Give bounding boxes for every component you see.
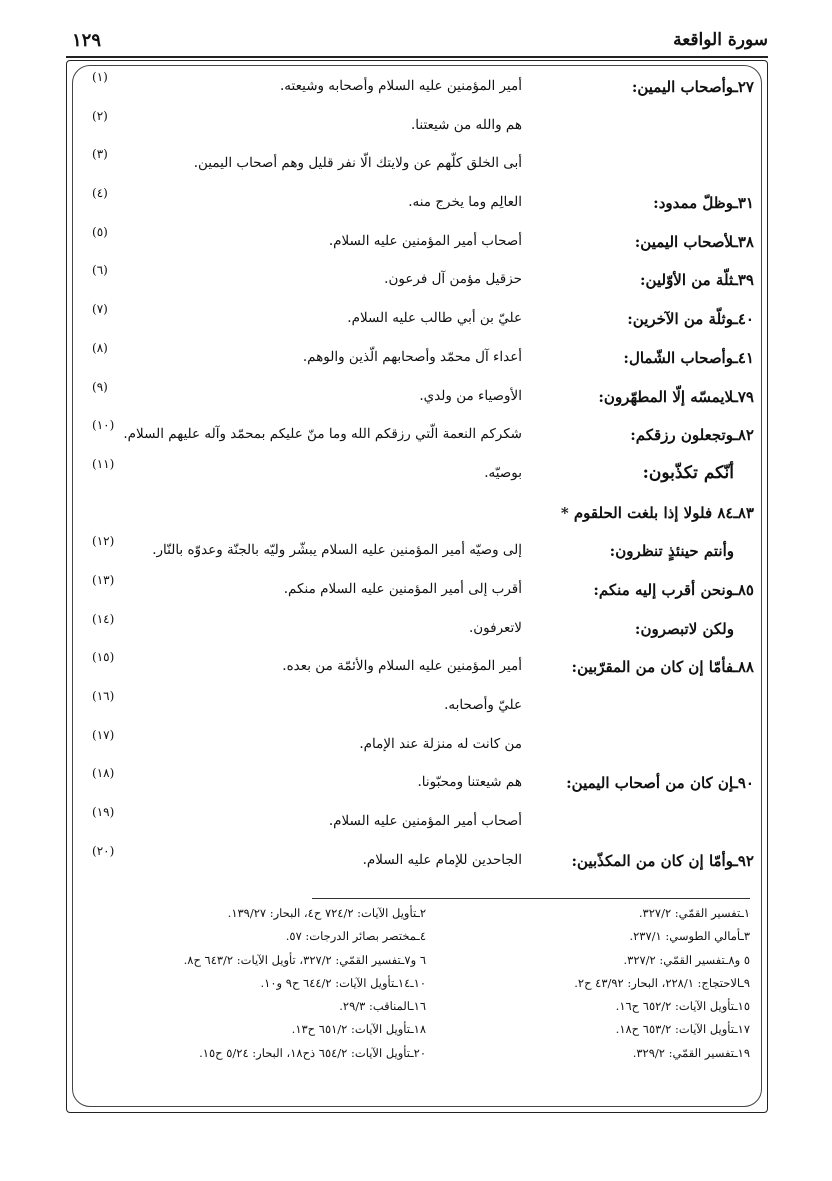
- footnote-rule: [312, 898, 750, 899]
- footnote-number: (١١): [92, 456, 115, 471]
- footnote-reference: ١٦ـالمناقب: ٢٩/٣.: [339, 999, 426, 1014]
- footnote-number: (١٨): [92, 766, 115, 781]
- commentary-entry: [76, 416, 758, 455]
- footnote-number: (١): [92, 70, 108, 84]
- commentary-text: الأوصياء من ولدي.: [419, 387, 522, 404]
- commentary-entry: [76, 687, 758, 726]
- footnote-number: (١٥): [92, 650, 115, 665]
- footnote-reference: ١٠ـ١٤ـتأويل الآيات: ٦٤٤/٢ ح٩ و١٠.: [260, 975, 426, 990]
- verse-text: ٨٥ـونحن أقرب إليه منكم:: [593, 580, 754, 599]
- verse-text: ٨٢ـوتجعلون رزقكم:: [630, 426, 754, 445]
- commentary-entry: [76, 223, 758, 262]
- footnote-number: (٣): [92, 147, 108, 162]
- footnote-reference: ٣ـأمالي الطوسي: ٢٣٧/١.: [629, 929, 750, 944]
- footnote-reference: ١٩ـتفسير القمّي: ٣٢٩/٢.: [632, 1045, 750, 1060]
- commentary-entry: [76, 648, 758, 687]
- footnote-reference: ٤ـمختصر بصائر الدرجات: ٥٧.: [285, 929, 426, 944]
- commentary-text: أقرب إلى أمير المؤمنين عليه السلام منكم.: [283, 580, 522, 597]
- verse-text: ٤١ـوأصحاب الشّمال:: [623, 348, 754, 367]
- commentary-entry: [76, 68, 758, 107]
- verse-text: ٧٩ـلايمسّه إلّا المطهّرون:: [598, 387, 754, 406]
- footnote-line: [110, 953, 750, 976]
- verse-text: ٨٨ـفأمّا إن كان من المقرّبين:: [571, 658, 754, 677]
- footnote-number: (١٤): [92, 611, 115, 626]
- footnotes: [110, 906, 750, 1069]
- footnote-reference: ٦ و٧ـتفسير القمّي: ٣٢٧/٢، تأويل الآيات: ٦٤٣/٢ ح٨.: [183, 952, 426, 967]
- footnote-number: (٥): [92, 224, 108, 239]
- commentary-entry: [76, 803, 758, 842]
- footnote-number: (٤): [92, 186, 108, 201]
- commentary-entry: [76, 378, 758, 417]
- commentary-entry: [76, 184, 758, 223]
- commentary-entries: [76, 68, 758, 880]
- commentary-entry: [76, 300, 758, 339]
- commentary-text: أصحاب أمير المؤمنين عليه السلام.: [328, 232, 522, 249]
- footnote-number: (١٠): [92, 418, 115, 433]
- commentary-text: هم والله من شيعتنا.: [410, 116, 522, 133]
- footnote-line: [110, 999, 750, 1022]
- verse-text: ولكن لاتبصرون:: [634, 619, 734, 638]
- footnote-number: (٢): [92, 108, 108, 123]
- verse-text: ٩٠ـإن كان من أصحاب اليمين:: [566, 774, 754, 793]
- footnote-reference: ٥ و٨ـتفسير القمّي: ٣٢٧/٢.: [623, 952, 750, 967]
- footnote-reference: ٢٠ـتأويل الآيات: ٦٥٤/٢ ذح١٨، البحار: ٥/٢٤ ح١٥.: [199, 1045, 426, 1060]
- footnote-reference: ١٥ـتأويل الآيات: ٦٥٢/٢ ح١٦.: [615, 999, 750, 1014]
- footnote-number: (٦): [92, 263, 108, 278]
- commentary-entry: [76, 764, 758, 803]
- commentary-text: أصحاب أمير المؤمنين عليه السلام.: [328, 813, 522, 830]
- footnote-number: (٢٠): [92, 843, 115, 858]
- commentary-text: أبى الخلق كلّهم عن ولايتك الّا نفر قليل وهم أصحاب اليمين.: [193, 155, 522, 172]
- footnote-line: [110, 1022, 750, 1045]
- footnote-number: (٨): [92, 340, 108, 355]
- footnote-number: (١٢): [92, 534, 115, 549]
- commentary-entry: [76, 842, 758, 881]
- commentary-text: العالِم وما يخرج منه.: [408, 194, 522, 211]
- footnote-number: (١٧): [92, 727, 115, 742]
- commentary-text: من كانت له منزلة عند الإمام.: [359, 735, 522, 752]
- footnote-line: [110, 1046, 750, 1069]
- commentary-entry: [76, 261, 758, 300]
- verse-text: ٩٢ـوأمّا إن كان من المكذّبين:: [571, 851, 754, 870]
- commentary-text: بوصيّه.: [484, 464, 522, 481]
- verse-text: ٣٩ـثلّة من الأوّلين:: [640, 271, 754, 290]
- commentary-entry: [76, 455, 758, 494]
- commentary-text: إلى وصيّه أمير المؤمنين عليه السلام يبشّر وليّه بالجنّة وعدوّه بالنّار.: [152, 542, 522, 559]
- footnote-number: (١٦): [92, 689, 115, 703]
- verse-text: ٨٣ـ٨٤ فلولا إذا بلغت الحلقوم *: [560, 503, 754, 522]
- footnote-reference: ١٨ـتأويل الآيات: ٦٥١/٢ ح١٣.: [291, 1022, 426, 1037]
- footnote-reference: ١ـتفسير القمّي: ٣٢٧/٢.: [638, 906, 750, 920]
- commentary-text: أمير المؤمنين عليه السلام والأئمّة من بعده.: [282, 658, 522, 675]
- footnote-number: (١٩): [92, 805, 115, 820]
- commentary-entry: [76, 610, 758, 649]
- commentary-entry: [76, 532, 758, 571]
- commentary-entry: [76, 494, 758, 533]
- footnote-line: [110, 976, 750, 999]
- commentary-text: لاتعرفون.: [468, 619, 522, 636]
- commentary-text: حزقيل مؤمن آل فرعون.: [384, 271, 522, 288]
- footnote-reference: ١٧ـتأويل الآيات: ٦٥٣/٢ ح١٨.: [615, 1022, 750, 1037]
- commentary-entry: [76, 145, 758, 184]
- header-rule: [66, 56, 768, 58]
- commentary-text: عليّ وأصحابه.: [444, 697, 522, 713]
- commentary-text: الجاحدين للإمام عليه السلام.: [362, 851, 522, 868]
- commentary-entry: [76, 571, 758, 610]
- footnote-line: [110, 929, 750, 952]
- page-number: ١٢٩: [72, 30, 102, 51]
- commentary-text: عليّ بن أبي طالب عليه السلام.: [347, 310, 522, 327]
- verse-text: وأنتم حينئذٍ تنظرون:: [609, 542, 734, 561]
- commentary-entry: [76, 339, 758, 378]
- commentary-text: أمير المؤمنين عليه السلام وأصحابه وشيعته.: [280, 78, 522, 94]
- commentary-text: شكركم النعمة الّتي رزقكم الله وما منّ عليكم بمحمّد وآله عليهم السلام.: [123, 426, 522, 443]
- verse-text: ٢٧ـوأصحاب اليمين:: [631, 78, 754, 96]
- surah-title: سورة الواقعة: [673, 30, 768, 50]
- verse-text: أنّكم تكذّبون:: [642, 462, 734, 483]
- footnote-reference: ٩ـالاحتجاج: ٢٢٨/١، البحار: ٤٣/٩٢ ح٢.: [574, 975, 750, 990]
- commentary-entry: [76, 726, 758, 765]
- verse-text: ٣٨ـلأصحاب اليمين:: [634, 232, 754, 251]
- verse-text: ٤٠ـوثلّة من الآخرين:: [627, 310, 754, 329]
- commentary-text: هم شيعتنا ومحبّونا.: [417, 774, 522, 791]
- footnote-number: (٩): [92, 379, 108, 394]
- footnote-line: [110, 906, 750, 929]
- footnote-number: (٧): [92, 302, 108, 317]
- footnote-number: (١٣): [92, 572, 115, 587]
- footnote-reference: ٢ـتأويل الآيات: ٧٢٤/٢ ح٤، البحار: ١٣٩/٢٧.: [227, 906, 426, 920]
- commentary-entry: [76, 107, 758, 146]
- verse-text: ٣١ـوظلّ ممدود:: [653, 194, 754, 213]
- commentary-text: أعداء آل محمّد وأصحابهم الّذين والوهم.: [302, 348, 522, 365]
